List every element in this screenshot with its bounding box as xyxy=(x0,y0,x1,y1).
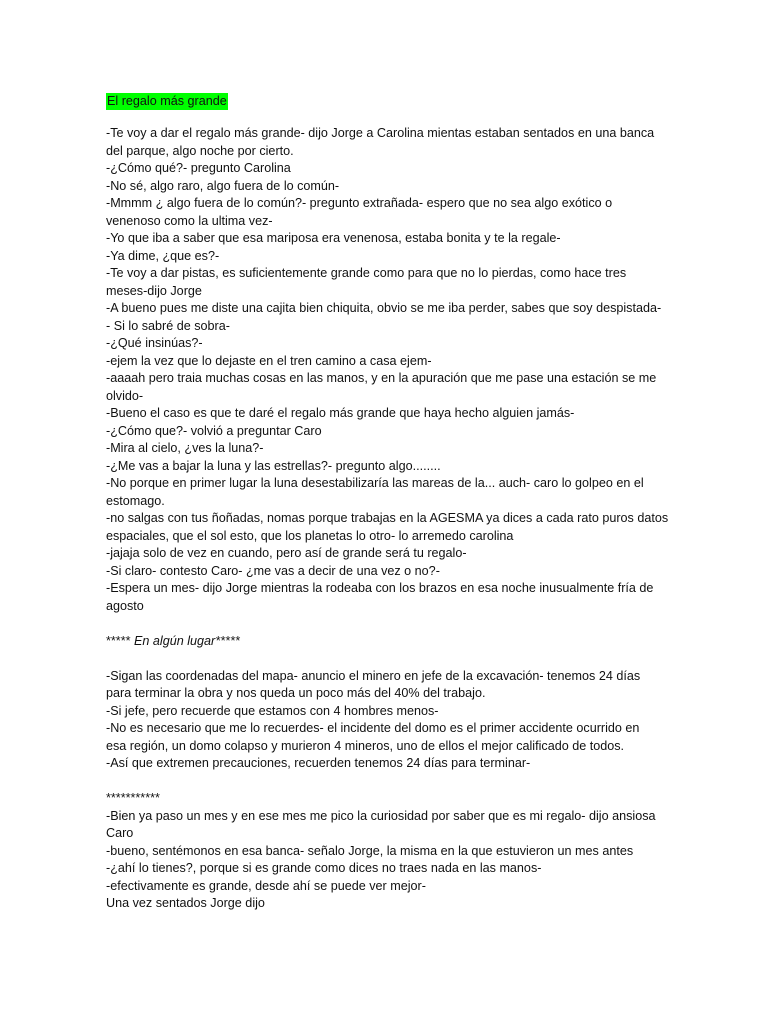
section-separator xyxy=(106,633,688,651)
text-line: -¿Qué insinúas?- xyxy=(106,336,203,350)
text-line: -Si jefe, pero recuerde que estamos con 4 hombres menos- xyxy=(106,703,439,718)
text-line: -bueno, sentémonos en esa banca- señalo Jorge, la misma en la que estuvieron un mes antes xyxy=(106,843,634,858)
text-line: meses-dijo Jorge xyxy=(106,283,202,298)
text-line: -Mira al cielo, ¿ves la luna?- xyxy=(106,441,264,455)
text-line: estomago. xyxy=(106,493,165,508)
text-line: -ejem la vez que lo dejaste en el tren camino a casa ejem- xyxy=(106,353,432,368)
section-part1 xyxy=(106,125,688,913)
text-line: -jajaja solo de vez en cuando, pero así de grande será tu regalo- xyxy=(106,546,467,560)
text-line: -¿ahí lo tienes?, porque si es grande como dices no traes nada en las manos- xyxy=(106,861,542,875)
text-line: espaciales, que el sol esto, que los planetas lo otro- lo arremedo carolina xyxy=(106,528,514,543)
text-line: -¿Cómo qué?- pregunto Carolina xyxy=(106,161,291,175)
text-line: Una vez sentados Jorge dijo xyxy=(106,896,265,910)
text-line: esa región, un domo colapso y murieron 4 mineros, uno de ellos el mejor calificado de todos. xyxy=(106,738,625,753)
separator-heading: En algún lugar xyxy=(130,633,216,648)
text-line: olvido- xyxy=(106,388,144,403)
text-line: -¿Me vas a bajar la luna y las estrellas?- pregunto algo........ xyxy=(106,458,441,473)
text-line: -Mmmm ¿ algo fuera de lo común?- pregunto extrañada- espero que no sea algo exótico o xyxy=(106,196,613,210)
document-title: El regalo más grande xyxy=(107,94,227,108)
separator-stars-end: ***** xyxy=(215,633,240,648)
text-line: -Espera un mes- dijo Jorge mientras la rodeaba con los brazos en esa noche inusualmente fría de xyxy=(106,581,654,595)
separator-stars: ***** xyxy=(106,633,131,648)
text-line: agosto xyxy=(106,598,144,613)
text-line: -Sigan las coordenadas del mapa- anuncio el minero en jefe de la excavación- tenemos 24 días xyxy=(106,668,641,683)
text-line: -Yo que iba a saber que esa mariposa era venenosa, estaba bonita y te la regale- xyxy=(106,231,561,245)
text-line: -Ya dime, ¿que es?- xyxy=(106,248,220,263)
text-line: venenoso como la ultima vez- xyxy=(106,213,273,228)
text-line: -No porque en primer lugar la luna desestabilizaría las mareas de la... auch- caro lo golpeo en el xyxy=(106,476,644,490)
text-line: -Te voy a dar pistas, es suficientemente grande como para que no lo pierdas, como hace tres xyxy=(106,266,627,280)
text-line: -Te voy a dar el regalo más grande- dijo Jorge a Carolina mientas estaban sentados en una banca xyxy=(106,126,655,140)
text-line: para terminar la obra y nos queda un poco más del 40% del trabajo. xyxy=(106,686,486,700)
text-line: -A bueno pues me diste una cajita bien chiquita, obvio se me iba perder, sabes que soy despistada- xyxy=(106,301,662,315)
section-separator: *********** xyxy=(106,791,160,805)
text-line: -No es necesario que me lo recuerdes- el incidente del domo es el primer accidente ocurrido en xyxy=(106,721,640,735)
text-line: Caro xyxy=(106,826,134,840)
text-line: -no salgas con tus ñoñadas, nomas porque trabajas en la AGESMA ya dices a cada rato puros datos xyxy=(106,511,669,525)
text-line: -Así que extremen precauciones, recuerden tenemos 24 días para terminar- xyxy=(106,756,531,770)
text-line: -Bueno el caso es que te daré el regalo más grande que haya hecho alguien jamás- xyxy=(106,406,575,420)
text-line: -No sé, algo raro, algo fuera de lo común- xyxy=(106,178,340,193)
text-line: -aaaah pero traia muchas cosas en las manos, y en la apuración que me pase una estación se me xyxy=(106,371,657,385)
text-line: -Bien ya paso un mes y en ese mes me pico la curiosidad por saber que es mi regalo- dijo ansiosa xyxy=(106,808,656,823)
text-line: - Si lo sabré de sobra- xyxy=(106,318,230,333)
text-line: -¿Cómo que?- volvió a preguntar Caro xyxy=(106,423,322,438)
text-line: -efectivamente es grande, desde ahí se puede ver mejor- xyxy=(106,878,426,893)
text-line: del parque, algo noche por cierto. xyxy=(106,143,294,158)
text-line: -Si claro- contesto Caro- ¿me vas a decir de una vez o no?- xyxy=(106,563,440,578)
